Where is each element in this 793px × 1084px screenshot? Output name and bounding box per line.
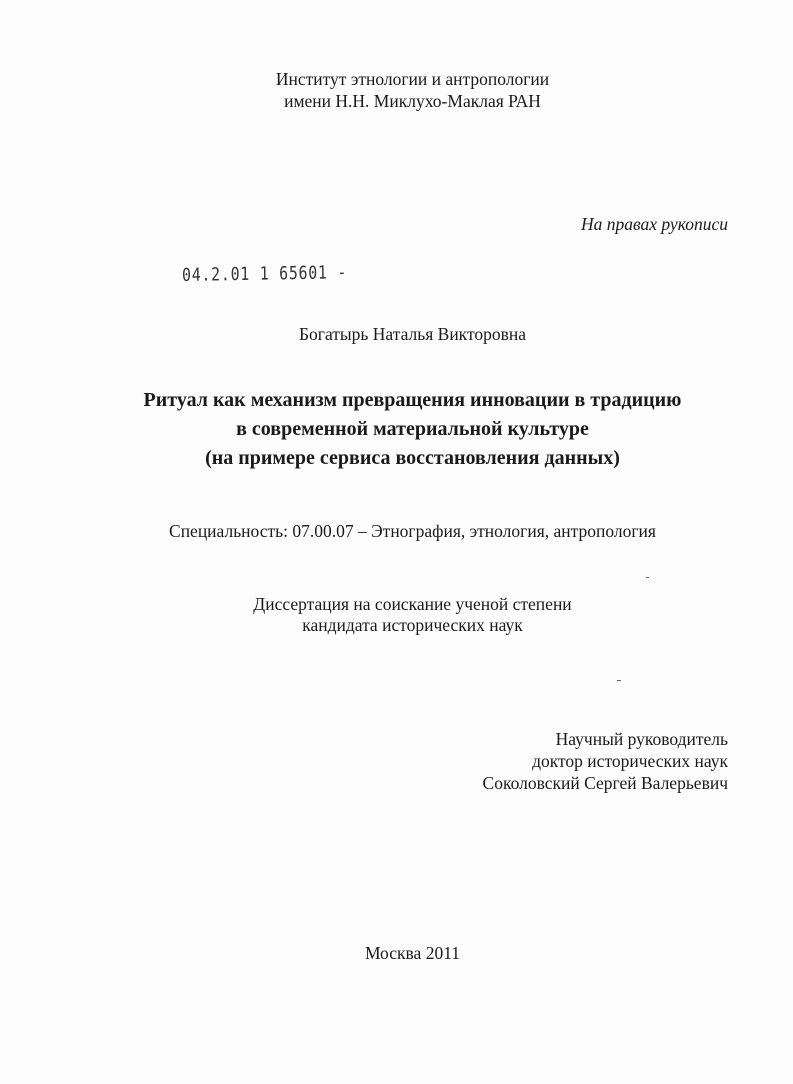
institute-name-line1: Институт этнологии и антропологии (275, 69, 550, 89)
specialty-line: Специальность: 07.00.07 – Этнография, этнология, антропология (169, 521, 656, 541)
degree-statement-line2: кандидата исторических наук (302, 615, 523, 635)
supervisor-degree: доктор исторических наук (532, 751, 728, 771)
dissertation-title (0, 386, 793, 473)
degree-statement (0, 594, 793, 636)
title-line2: в современной материальной культуре (236, 418, 589, 440)
city-year: Москва 2011 (364, 943, 461, 963)
supervisor-role: Научный руководитель (555, 729, 728, 749)
degree-statement-line1: Диссертация на соискание ученой степени (253, 594, 572, 614)
library-stamp-number: 04.2.01 1 65601 - (182, 262, 348, 286)
title-line3: (на примере сервиса восстановления данных) (205, 447, 620, 469)
author-name: Богатырь Наталья Викторовна (298, 324, 527, 344)
manuscript-rights-note: На правах рукописи (581, 214, 728, 234)
institute-name-line2: имени Н.Н. Миклухо-Маклая РАН (284, 91, 541, 111)
institute-header (0, 68, 793, 112)
scan-speck (646, 577, 649, 578)
supervisor-name: Соколовский Сергей Валерьевич (482, 773, 728, 793)
title-line1: Ритуал как механизм превращения инновации в традицию (143, 389, 682, 411)
supervisor-block (483, 728, 728, 794)
scan-speck (617, 680, 621, 681)
